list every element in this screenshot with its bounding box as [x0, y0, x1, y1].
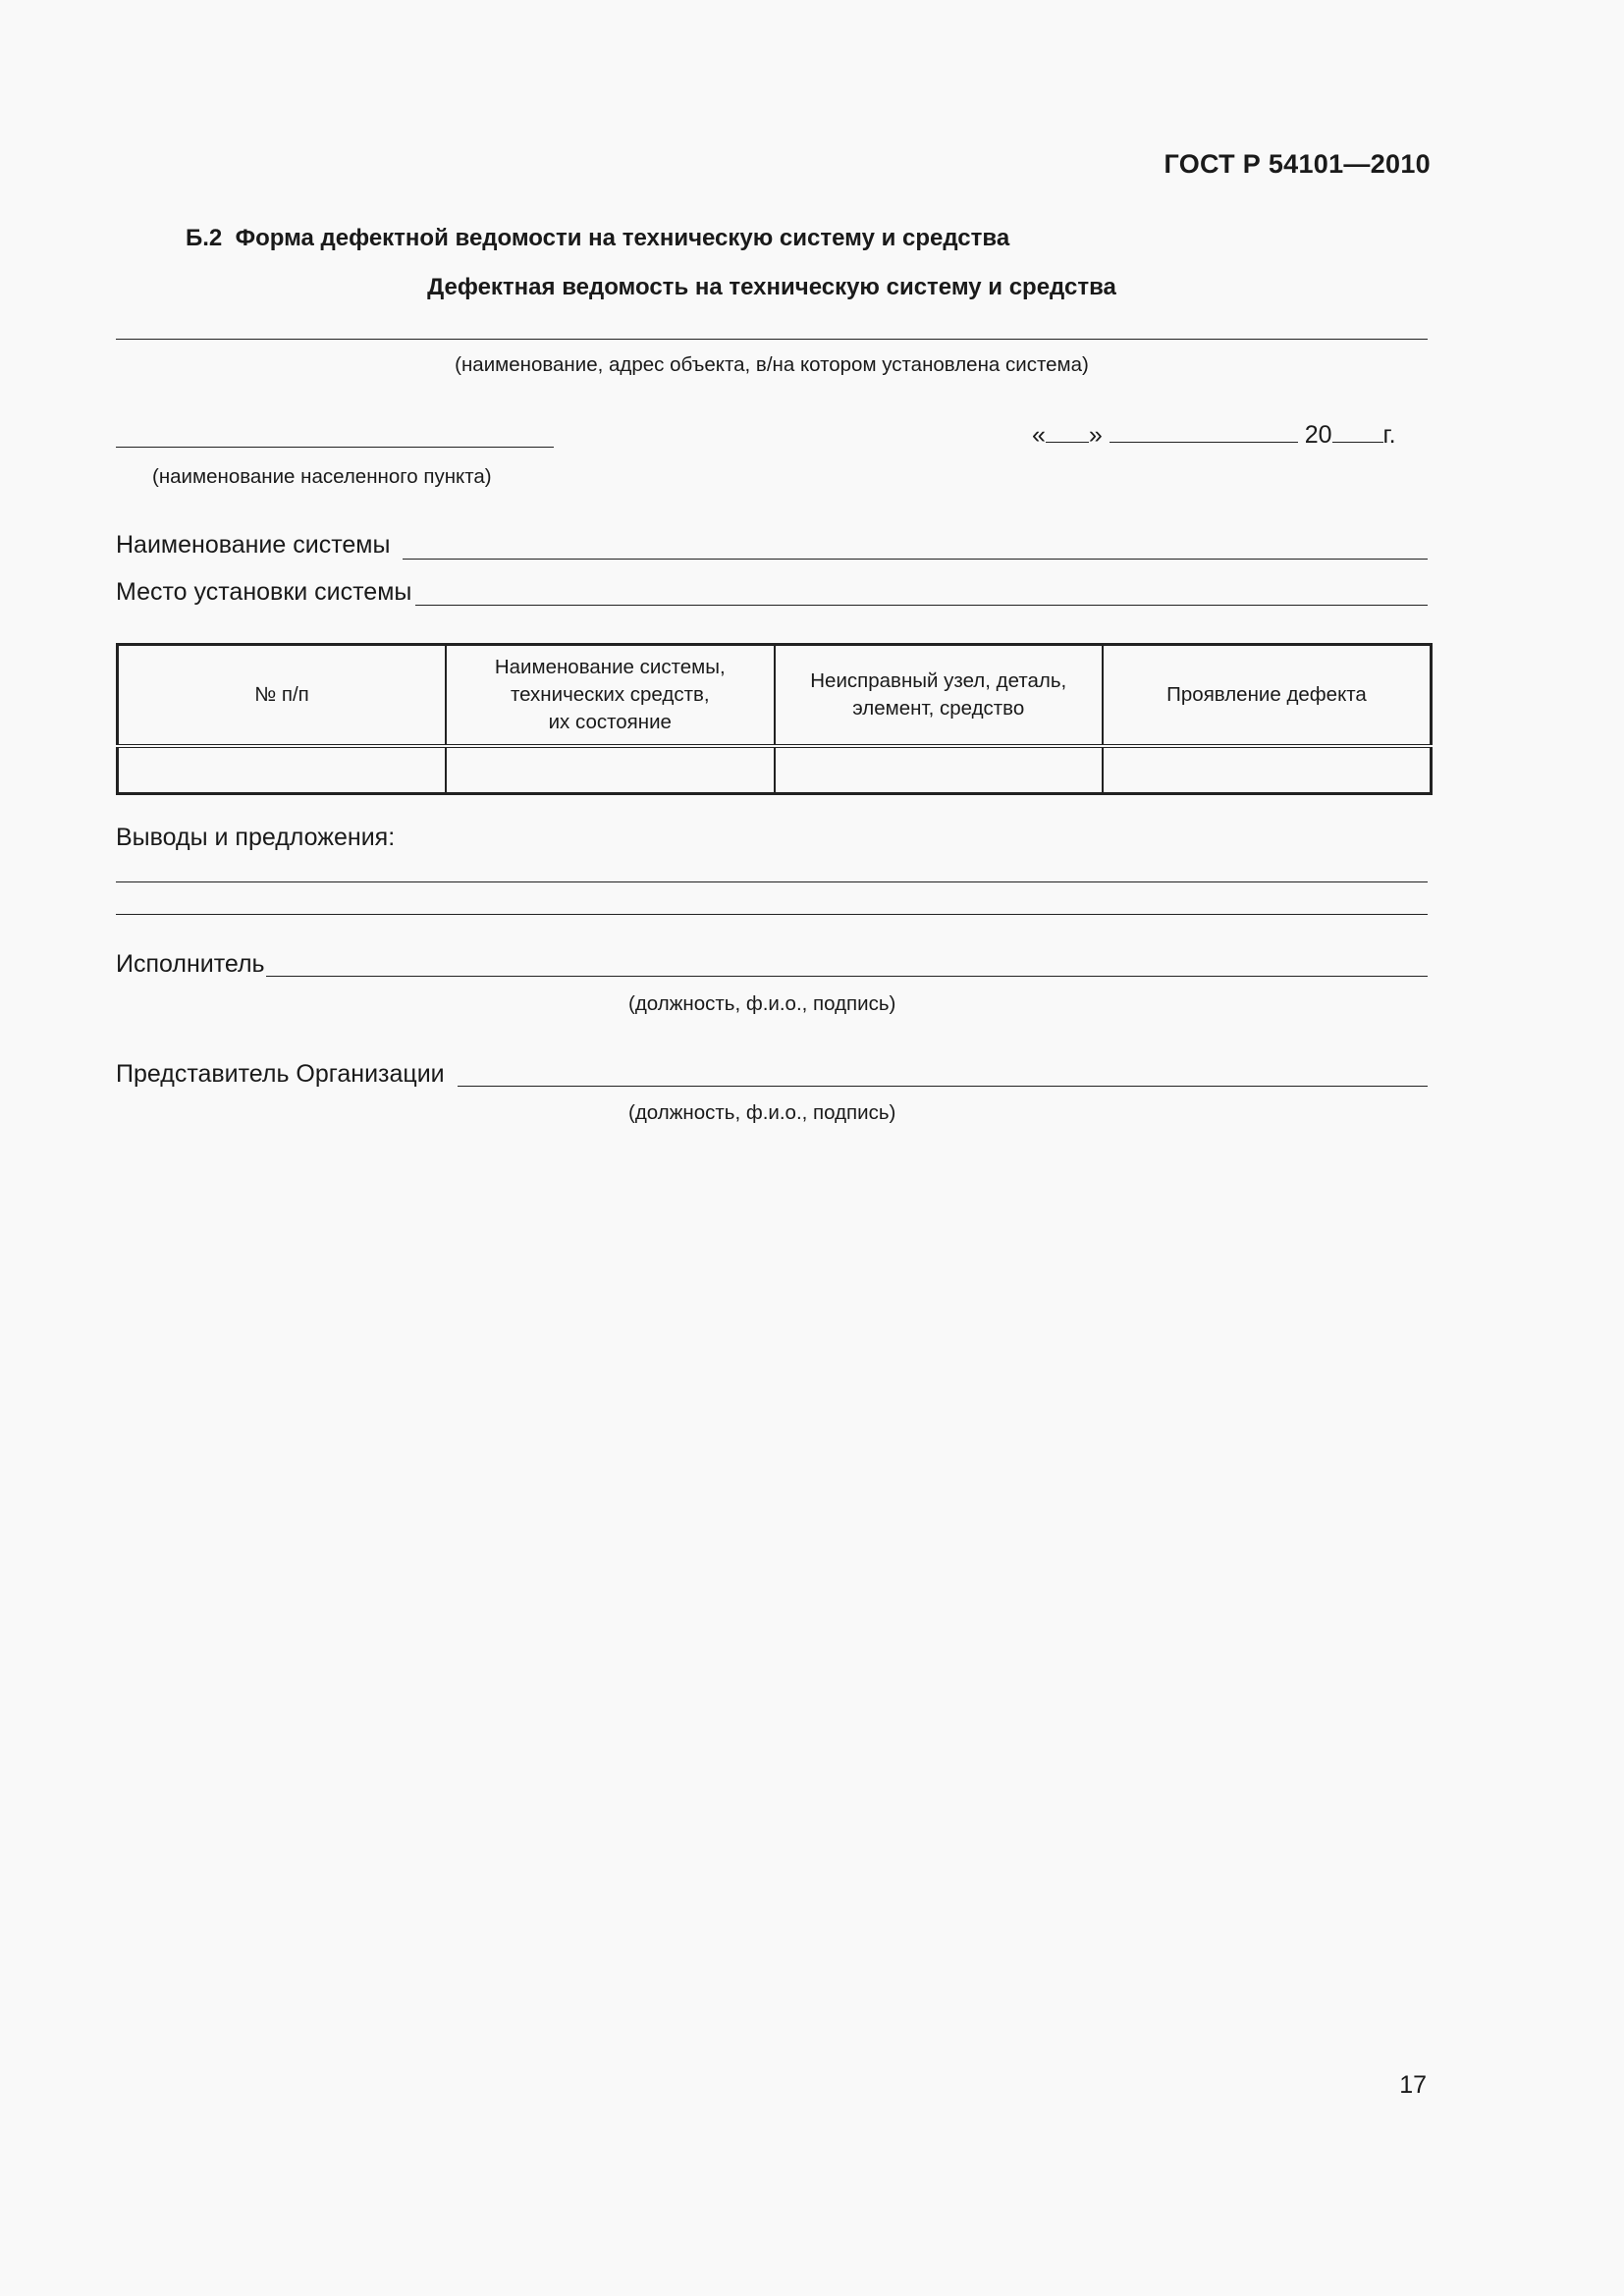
object-caption: (наименование, адрес объекта, в/на котором установлена система): [455, 353, 1089, 376]
column-header: Неисправный узел, деталь, элемент, средство: [775, 645, 1104, 747]
date-year-blank[interactable]: [1332, 420, 1383, 443]
date-year-prefix: 20: [1304, 421, 1332, 449]
document-title: Дефектная ведомость на техническую систему и средства: [427, 274, 1116, 300]
conclusions-label: Выводы и предложения:: [116, 824, 396, 851]
column-header: Наименование системы, технических средств, их состояние: [446, 645, 775, 747]
standard-code: ГОСТ Р 54101—2010: [1164, 149, 1431, 179]
conclusions-line-1[interactable]: [116, 881, 1428, 882]
conclusions-line-2[interactable]: [116, 914, 1428, 915]
date-day-blank[interactable]: [1046, 420, 1089, 443]
settlement-caption: (наименование населенного пункта): [152, 465, 492, 488]
install-place-line[interactable]: [415, 605, 1428, 606]
representative-label: Представитель Организации: [116, 1060, 445, 1088]
section-title-text: Форма дефектной ведомости на техническую систему и средства: [235, 225, 1010, 251]
table-header-row: [118, 645, 1432, 747]
table-cell[interactable]: [118, 746, 447, 794]
object-name-line[interactable]: [116, 339, 1428, 340]
executor-sign-caption: (должность, ф.и.о., подпись): [628, 992, 896, 1015]
date-month-blank[interactable]: [1110, 420, 1298, 443]
settlement-line[interactable]: [116, 447, 554, 448]
table-cell[interactable]: [1103, 746, 1432, 794]
table-cell[interactable]: [775, 746, 1104, 794]
column-header: Проявление дефекта: [1103, 645, 1432, 747]
section-number: Б.2: [186, 225, 223, 251]
table-cell[interactable]: [446, 746, 775, 794]
page-number: 17: [1399, 2071, 1427, 2099]
date-open-quote: «: [1032, 421, 1046, 449]
executor-label: Исполнитель: [116, 950, 265, 978]
date-close-quote: »: [1088, 421, 1103, 449]
representative-line[interactable]: [458, 1086, 1428, 1087]
column-header: № п/п: [118, 645, 447, 747]
defects-table: [116, 643, 1433, 795]
date-field[interactable]: [1032, 420, 1396, 450]
system-name-label: Наименование системы: [116, 531, 391, 559]
system-name-line[interactable]: [403, 559, 1428, 560]
date-year-suffix: г.: [1382, 421, 1396, 449]
executor-line[interactable]: [266, 976, 1428, 977]
install-place-label: Место установки системы: [116, 578, 412, 606]
table-row: [118, 746, 1432, 794]
section-title: [186, 225, 1009, 252]
representative-sign-caption: (должность, ф.и.о., подпись): [628, 1101, 896, 1124]
